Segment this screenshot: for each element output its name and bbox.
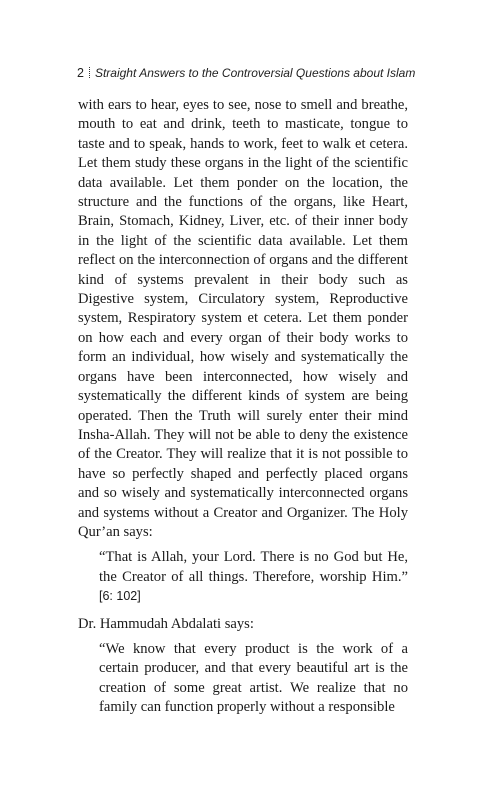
abdalati-quote: “We know that every product is the work of a certain producer, and that every beautiful art is the creation of some great artist. We realize that no family can function properly without a responsible [99,640,408,716]
quran-quote-text: “That is Allah, your Lord. There is no God but He, the Creator of all things. Therefore, worship Him.” [99,549,408,585]
quran-citation: [6: 102] [99,589,141,604]
body-text [78,96,408,726]
running-header [77,66,415,80]
attribution-line: Dr. Hammudah Abdalati says: [78,615,254,632]
book-title: Straight Answers to the Controversial Questions about Islam [94,66,416,80]
header-separator [89,67,90,78]
paragraph-main: with ears to hear, eyes to see, nose to smell and breathe, mouth to eat and drink, teeth to masticate, tongue to taste and to speak, hands to work, feet to walk et cetera. Let them study these organs in the light of the scientific data available. Let them ponder on the location, the structure and the functions of the organs, like Heart, Brain, Stomach, Kidney, Liver, etc. of their inner body in the light of the scientific data available. Let them reflect on the interconnection of organs and the different kind of systems prevalent in their body such as Digestive system, Circulatory system, Reproductive system, Respiratory system et cetera. Let them ponder on how each and every organ of their body works to form an individual, how wisely and systematically the organs have been interconnected, how wisely and systematically the different kinds of system are being operated. Then the Truth will surely enter their mind Insha-Allah. They will not be able to deny the existence of the Creator. They will realize that it is not possible to have so perfectly shaped and perfectly placed organs and so wisely and systematically interconnected organs and systems without a Creator and Organizer. The Holy Qur’an says: [78,97,408,540]
page-number: 2 [77,66,84,80]
quran-quote [99,548,408,606]
